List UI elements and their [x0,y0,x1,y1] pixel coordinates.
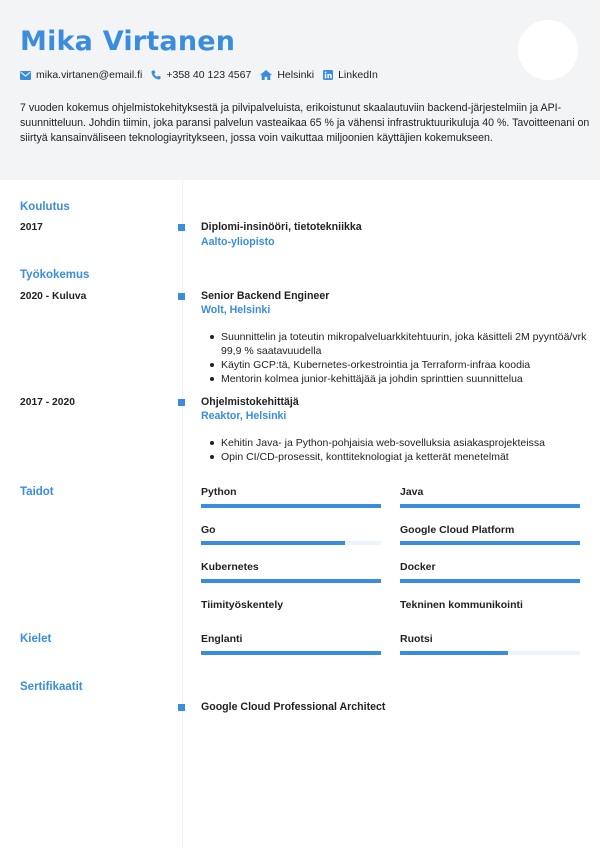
candidate-name: Mika Virtanen [20,26,236,57]
skill-bar-fill [400,541,580,545]
profile-summary: 7 vuoden kokemus ohjelmistokehityksestä ja pilvipalveluista, erikoistunut skaalautuviin backend-järjestelmiin ja API-suunnitteluun. Johdin tiimin, joka paransi palvelun vasteaikaa 65 % ja vähensi infrastruktuurikuluja 40 %. Tavoitteenani on siirtyä kansainväliseen teknologiayritykseen, jossa voin vaikuttaa miljoonien käyttäjien kokemukseen. [20,102,590,144]
education-school: Aalto-yliopisto [201,236,275,248]
skill-name: Docker [400,561,436,573]
list-item: Opin CI/CD-prosessit, konttiteknologiat ja ketterät menetelmät [207,450,587,464]
section-title-experience: Työkokemus [20,269,90,281]
timeline-marker [178,704,185,711]
skill-bar [201,504,381,508]
contact-location [260,69,314,81]
education-degree: Diplomi-insinööri, tietotekniikka [201,221,362,233]
skill-bar [400,504,580,508]
contact-phone[interactable] [151,69,251,81]
list-item: Suunnittelin ja toteutin mikropalveluarkkitehtuurin, joka käsitteli 2M pyyntöä/vrk 99,9 % saatavuudella [207,330,587,358]
contact-row [20,69,387,81]
skill-bar-fill [201,504,381,508]
skill-name: Python [201,486,237,498]
language-name: Englanti [201,633,243,645]
language-bar [201,651,381,655]
language-bar-fill [400,651,508,655]
section-title-education: Koulutus [20,201,70,213]
envelope-icon [20,71,31,80]
job-company: Reaktor, Helsinki [201,410,287,422]
linkedin-icon [323,70,333,80]
list-item: Kehitin Java- ja Python-pohjaisia web-sovelluksia asiakasprojekteissa [207,436,587,450]
contact-email[interactable] [20,69,142,81]
section-title-languages: Kielet [20,633,52,645]
job-date: 2017 - 2020 [20,397,75,408]
language-name: Ruotsi [400,633,433,645]
home-icon [260,70,272,80]
skill-name: Tiimityöskentely [201,599,284,611]
skill-bar [400,579,580,583]
column-divider [182,180,183,848]
timeline-marker [178,293,185,300]
skill-bar [400,541,580,545]
job-company: Wolt, Helsinki [201,304,271,316]
skill-name: Java [400,486,424,498]
phone-icon [151,70,161,80]
language-bar-fill [201,651,381,655]
email-text: mika.virtanen@email.fi [36,69,143,81]
education-date: 2017 [20,222,43,233]
job-bullets [207,330,587,386]
list-item: Mentorin kolmea junior-kehittäjää ja johdin sprinttien suunnittelua [207,372,587,386]
contact-linkedin[interactable] [323,69,378,81]
list-item: Käytin GCP:tä, Kubernetes-orkestrointia ja Terraform-infraa koodia [207,358,587,372]
timeline-marker [178,224,185,231]
skill-bar [201,579,381,583]
skill-bar-fill [201,541,345,545]
linkedin-text: LinkedIn [338,69,378,81]
job-title: Ohjelmistokehittäjä [201,396,299,408]
job-title: Senior Backend Engineer [201,290,330,302]
phone-text: +358 40 123 4567 [166,69,252,81]
certification-name: Google Cloud Professional Architect [201,701,386,713]
skill-bar [201,541,381,545]
skill-name: Go [201,524,216,536]
section-title-certifications: Sertifikaatit [20,681,83,693]
skill-bar-fill [201,579,381,583]
job-bullets [207,436,587,464]
job-date: 2020 - Kuluva [20,291,87,302]
skill-bar-fill [400,504,580,508]
skill-bar-fill [400,579,580,583]
timeline-marker [178,399,185,406]
location-text: Helsinki [277,69,315,81]
language-bar [400,651,580,655]
skill-name: Tekninen kommunikointi [400,599,523,611]
header [0,0,600,180]
skill-name: Google Cloud Platform [400,524,515,536]
avatar [518,20,578,80]
skill-name: Kubernetes [201,561,259,573]
section-title-skills: Taidot [20,486,54,498]
